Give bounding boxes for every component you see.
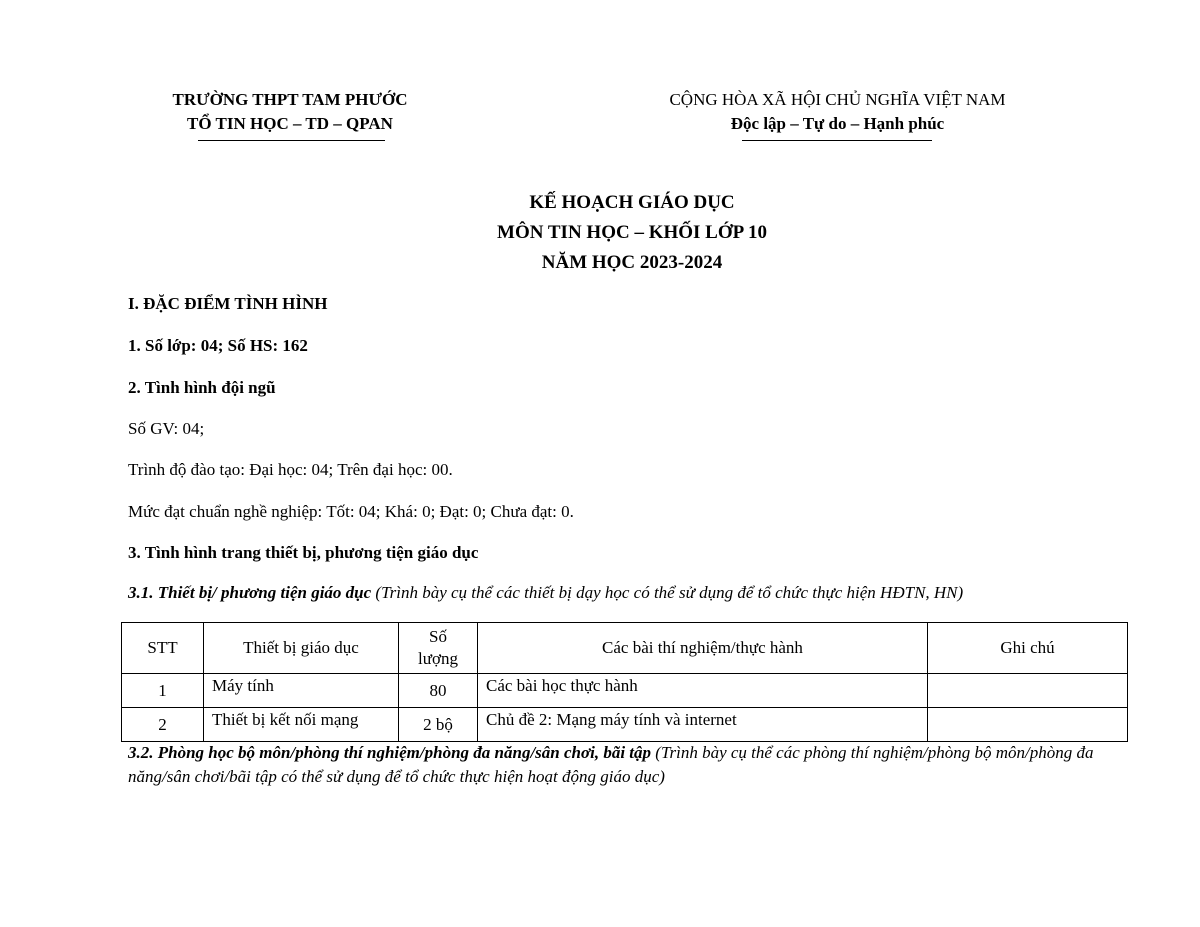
header-stt: STT [122,623,204,674]
table-row [122,674,1128,708]
teacher-count: Số GV: 04; [128,419,205,438]
header-notes: Ghi chú [928,623,1128,674]
cell-quantity: 80 [399,674,478,708]
cell-equipment: Thiết bị kết nối mạng [204,708,399,742]
national-header [620,88,1055,136]
equipment-subheading [128,583,1138,603]
facilities-subheading [128,741,1138,789]
department-name: TỔ TIN HỌC – TD – QPAN [187,114,393,133]
training-level: Trình độ đào tạo: Đại học: 04; Trên đại học: 00. [128,460,453,479]
document-title [32,188,1200,278]
cell-stt: 1 [122,674,204,708]
equipment-subheading-title: 3.1. Thiết bị/ phương tiện giáo dục [128,583,372,602]
national-title: CỘNG HÒA XÃ HỘI CHỦ NGHĨA VIỆT NAM [669,90,1006,109]
title-line-3: NĂM HỌC 2023-2024 [541,252,723,273]
header-exercises: Các bài thí nghiệm/thực hành [478,623,928,674]
cell-quantity: 2 bộ [399,708,478,742]
cell-notes [928,708,1128,742]
staff-heading: 2. Tình hình đội ngũ [128,378,276,397]
table-header-row [122,623,1128,674]
equipment-heading: 3. Tình hình trang thiết bị, phương tiện giáo dục [128,543,479,562]
facilities-subheading-note: (Trình bày cụ thể các phòng thí nghiệm/phòng bộ môn/phòng đa năng/sân chơi/bãi tập có thể sử dụng để tổ chức thực hiện hoạt động giáo dục) [128,743,1094,786]
professional-standard: Mức đạt chuẩn nghề nghiệp: Tốt: 04; Khá: 0; Đạt: 0; Chưa đạt: 0. [128,502,574,521]
header-quantity: Số lượng [399,623,478,674]
school-header [140,88,440,136]
cell-notes [928,674,1128,708]
national-motto: Độc lập – Tự do – Hạnh phúc [730,114,945,133]
title-line-1: KẾ HOẠCH GIÁO DỤC [529,192,735,213]
header-equipment: Thiết bị giáo dục [204,623,399,674]
school-header-underline [198,140,385,141]
class-count: 1. Số lớp: 04; Số HS: 162 [128,336,308,355]
section-heading: I. ĐẶC ĐIỂM TÌNH HÌNH [128,294,328,313]
facilities-subheading-title: 3.2. Phòng học bộ môn/phòng thí nghiệm/phòng đa năng/sân chơi, bãi tập [128,743,652,762]
title-line-2: MÔN TIN HỌC – KHỐI LỚP 10 [497,222,767,243]
school-name: TRƯỜNG THPT TAM PHƯỚC [172,90,408,109]
cell-exercises: Các bài học thực hành [478,674,928,708]
cell-stt: 2 [122,708,204,742]
equipment-table [121,622,1128,742]
cell-equipment: Máy tính [204,674,399,708]
cell-exercises: Chủ đề 2: Mạng máy tính và internet [478,708,928,742]
equipment-subheading-note: (Trình bày cụ thể các thiết bị dạy học có thể sử dụng để tổ chức thực hiện HĐTN, HN) [371,583,964,602]
national-header-underline [742,140,932,141]
table-row [122,708,1128,742]
